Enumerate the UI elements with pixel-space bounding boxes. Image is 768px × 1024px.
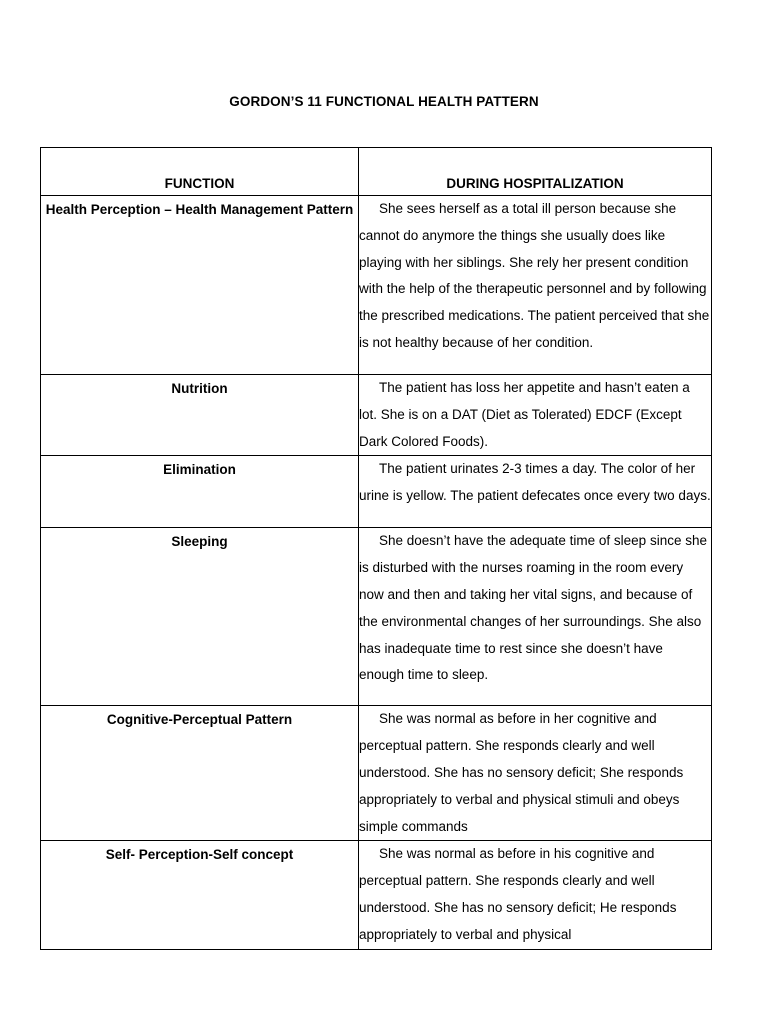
table-row: [41, 375, 712, 456]
description-cell: She sees herself as a total ill person because she cannot do anymore the things she usually does like playing with her siblings. She rely her present condition with the help of the therapeutic personnel and by following the prescribed medications. The patient perceived that she is not healthy because of her condition.: [359, 196, 712, 375]
function-cell: Self- Perception-Self concept: [41, 841, 359, 949]
function-cell: Sleeping: [41, 528, 359, 706]
description-cell: She doesn’t have the adequate time of sleep since she is disturbed with the nurses roaming in the room every now and then and taking her vital signs, and because of the environmental changes of her surroundings. She also has inadequate time to rest since she doesn’t have enough time to sleep.: [359, 528, 712, 706]
document-title: GORDON’S 11 FUNCTIONAL HEALTH PATTERN: [229, 94, 539, 109]
function-cell: Health Perception – Health Management Pattern: [41, 196, 359, 375]
table-header-row: [41, 148, 712, 196]
functional-health-table: [40, 147, 712, 950]
function-cell: Nutrition: [41, 375, 359, 456]
description-cell: She was normal as before in her cognitive and perceptual pattern. She responds clearly and well understood. She has no sensory deficit; She responds appropriately to verbal and physical stimuli and obeys simple commands: [359, 706, 712, 841]
hospitalization-column-header: DURING HOSPITALIZATION: [359, 148, 712, 196]
function-cell: Elimination: [41, 456, 359, 528]
description-cell: She was normal as before in his cognitive and perceptual pattern. She responds clearly and well understood. She has no sensory deficit; He responds appropriately to verbal and physical: [359, 841, 712, 949]
function-column-header: FUNCTION: [41, 148, 359, 196]
description-cell: The patient has loss her appetite and hasn’t eaten a lot. She is on a DAT (Diet as Tolerated) EDCF (Except Dark Colored Foods).: [359, 375, 712, 456]
description-cell: The patient urinates 2-3 times a day. The color of her urine is yellow. The patient defecates once every two days.: [359, 456, 712, 528]
table-row: [41, 841, 712, 949]
table-row: [41, 196, 712, 375]
table-row: [41, 456, 712, 528]
table-row: [41, 706, 712, 841]
function-cell: Cognitive-Perceptual Pattern: [41, 706, 359, 841]
table-row: [41, 528, 712, 706]
